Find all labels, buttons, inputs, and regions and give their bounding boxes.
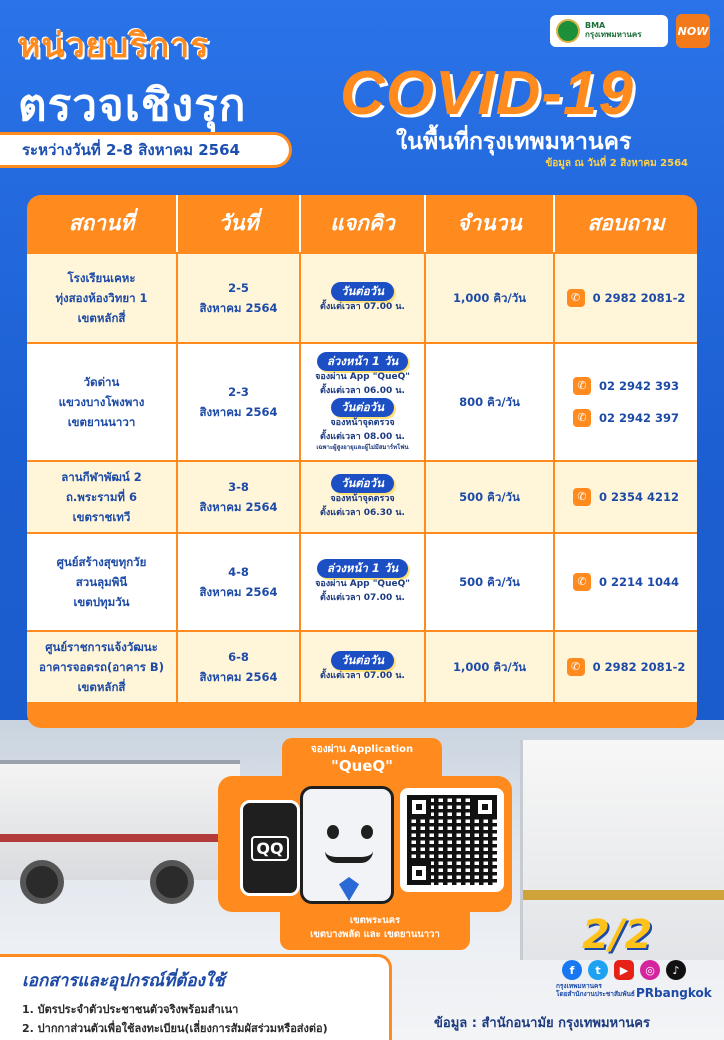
queue-desc: จองหน้าจุดตรวจ: [330, 418, 395, 429]
amount-value: 500 คิว/วัน: [459, 489, 520, 504]
table-row: [27, 342, 697, 460]
queue-desc: ตั้งแต่เวลา 07.00 น.: [320, 670, 405, 681]
bma-name: กรุงเทพมหานคร: [585, 30, 642, 39]
area-subtitle: ในพื้นที่กรุงเทพมหานคร: [396, 129, 632, 155]
documents-item: 2. ปากกาส่วนตัวเพื่อใช้ลงทะเบียน(เลี่ยงการสัมผัสร่วมหรือส่งต่อ): [22, 1022, 328, 1036]
header-date: วันที่: [178, 195, 301, 252]
queue-desc: จองหน้าจุดตรวจ: [330, 494, 395, 505]
date-line: 4-8: [228, 564, 249, 579]
bma-logo: [550, 15, 668, 47]
bma-abbr: BMA: [585, 21, 606, 31]
phone-number: 0 2982 2081-2: [592, 659, 686, 674]
queue-desc: ตั้งแต่เวลา 07.00 น.: [320, 301, 405, 312]
qr-code[interactable]: [400, 788, 504, 892]
cell-queue: [301, 534, 426, 630]
twitter-icon[interactable]: t: [588, 960, 608, 980]
cell-date: [178, 462, 301, 532]
cell-amount: [426, 632, 555, 702]
phone-icon: ✆: [573, 377, 591, 395]
place-line: เขตหลักสี่: [77, 680, 126, 695]
queue-desc: จองผ่าน App "QueQ": [315, 579, 410, 590]
page-number: 2/2: [582, 912, 653, 958]
queq-district-line-1: เขตพระนคร: [349, 915, 401, 926]
phone-contact[interactable]: [573, 376, 679, 396]
cell-place: [27, 632, 178, 702]
cell-date: [178, 632, 301, 702]
required-documents: [0, 954, 392, 1040]
queue-type-badge: วันต่อวัน: [331, 474, 394, 493]
place-line: สวนลุมพินี: [75, 574, 128, 589]
queq-heading-text: จองผ่าน Application: [310, 744, 414, 755]
queue-type-badge: วันต่อวัน: [331, 282, 394, 301]
cell-contact: [555, 534, 697, 630]
tiktok-icon[interactable]: ♪: [666, 960, 686, 980]
amount-value: 1,000 คิว/วัน: [452, 290, 527, 305]
cell-contact: [555, 254, 697, 342]
phone-icon: ✆: [573, 573, 591, 591]
as-of-date: ข้อมูล ณ วันที่ 2 สิงหาคม 2564: [545, 158, 688, 169]
place-line: ลานกีฬาพัฒน์ 2: [61, 469, 142, 484]
phone-icon: ✆: [567, 658, 585, 676]
date-line: 2-5: [228, 280, 249, 295]
queq-heading: [282, 738, 442, 778]
cell-place: [27, 462, 178, 532]
mascot-phone-icon: [240, 800, 300, 896]
schedule-table: [27, 195, 697, 728]
cell-queue: [301, 344, 426, 460]
cell-queue: [301, 632, 426, 702]
date-range-badge: ระหว่างวันที่ 2-8 สิงหาคม 2564: [0, 132, 292, 168]
queue-type-badge: ล่วงหน้า 1 วัน: [317, 559, 408, 578]
queue-desc: ตั้งแต่เวลา 07.00 น.: [320, 592, 405, 603]
social-org-sub: โดยสำนักงานประชาสัมพันธ์: [556, 989, 635, 998]
phone-icon: ✆: [573, 409, 591, 427]
place-line: ถ.พระรามที่ 6: [65, 489, 138, 504]
cell-amount: [426, 462, 555, 532]
queue-note: เฉพาะผู้สูงอายุและผู้ไม่มีสมาร์ทโฟน: [316, 444, 409, 452]
cell-date: [178, 344, 301, 460]
place-line: ทุ่งสองห้องวิทยา 1: [55, 290, 148, 305]
place-line: ศูนย์ราชการแจ้งวัฒนะ: [45, 639, 158, 654]
phone-number: 0 2354 4212: [598, 489, 680, 504]
cell-queue: [301, 462, 426, 532]
cell-queue: [301, 254, 426, 342]
truck-image-left: [0, 760, 240, 880]
cell-contact: [555, 632, 697, 702]
title-line-1: หน่วยบริการ: [18, 26, 210, 66]
phone-contact[interactable]: [573, 408, 679, 428]
social-org-name: กรุงเทพมหานคร: [556, 982, 602, 990]
phone-number: 02 2942 397: [598, 411, 680, 425]
place-line: เขตหลักสี่: [77, 311, 126, 326]
place-line: วัดด่าน: [83, 374, 120, 389]
cell-amount: [426, 534, 555, 630]
date-line: 6-8: [228, 649, 249, 664]
cell-place: [27, 254, 178, 342]
bma-seal-icon: [556, 19, 580, 43]
table-body: [27, 252, 697, 702]
queue-desc: ตั้งแต่เวลา 06.30 น.: [320, 507, 405, 518]
phone-contact[interactable]: [573, 487, 679, 507]
queue-type-badge: วันต่อวัน: [331, 398, 394, 417]
table-header: [27, 195, 697, 252]
queq-districts: [280, 910, 470, 950]
table-row: [27, 460, 697, 532]
facebook-icon[interactable]: f: [562, 960, 582, 980]
date-line: สิงหาคม 2564: [199, 500, 278, 514]
place-line: เขตปทุมวัน: [73, 595, 130, 610]
place-line: แขวงบางโพงพาง: [58, 394, 145, 409]
amount-value: 1,000 คิว/วัน: [452, 659, 527, 674]
table-row: [27, 252, 697, 342]
date-line: สิงหาคม 2564: [199, 585, 278, 599]
social-org: [556, 983, 638, 999]
documents-item: 1. บัตรประจำตัวประชาชนตัวจริงพร้อมสำเนา: [22, 1003, 239, 1016]
phone-contact[interactable]: [567, 657, 686, 677]
table-row: [27, 532, 697, 630]
date-line: สิงหาคม 2564: [199, 301, 278, 315]
youtube-icon[interactable]: ▶: [614, 960, 634, 980]
phone-icon: ✆: [573, 488, 591, 506]
cell-date: [178, 534, 301, 630]
cell-place: [27, 344, 178, 460]
cell-contact: [555, 462, 697, 532]
queue-desc: จองผ่าน App "QueQ": [315, 372, 410, 383]
now-logo: NOW: [676, 14, 710, 48]
header-contact: สอบถาม: [587, 211, 665, 235]
pr-handle: PRbangkok: [636, 986, 712, 1000]
social-icons: [562, 960, 686, 980]
cell-date: [178, 254, 301, 342]
cell-amount: [426, 254, 555, 342]
qr-code-icon: [407, 795, 497, 885]
place-line: เขตยานนาวา: [67, 415, 136, 430]
logo-group: [550, 14, 710, 48]
date-line: สิงหาคม 2564: [199, 405, 278, 419]
place-line: โรงเรียนเคหะ: [67, 270, 136, 285]
queue-type-badge: ล่วงหน้า 1 วัน: [317, 352, 408, 371]
queq-app-name: "QueQ": [331, 757, 393, 775]
cell-amount: [426, 344, 555, 460]
queq-district-line-2: เขตบางพลัด และ เขตยานนาวา: [310, 929, 440, 941]
header-queue: แจกคิว: [301, 195, 426, 252]
date-line: 3-8: [228, 479, 249, 494]
place-line: เขตราชเทวี: [72, 510, 131, 525]
source-credit: ข้อมูล : สำนักอนามัย กรุงเทพมหานคร: [434, 1016, 650, 1031]
covid-title: COVID-19: [340, 59, 634, 128]
date-line: 2-3: [228, 384, 249, 399]
amount-value: 500 คิว/วัน: [459, 574, 520, 589]
header-place: สถานที่: [27, 195, 178, 252]
phone-contact[interactable]: [567, 288, 686, 308]
title-line-2: ตรวจเชิงรุก: [18, 80, 247, 131]
phone-label: QQ: [251, 836, 288, 861]
phone-contact[interactable]: [573, 572, 679, 592]
header-amount: จำนวน: [426, 195, 555, 252]
phone-number: 0 2214 1044: [598, 574, 680, 589]
documents-title: เอกสารและอุปกรณ์ที่ต้องใช้: [22, 971, 225, 991]
date-line: สิงหาคม 2564: [199, 670, 278, 684]
table-row: [27, 630, 697, 702]
phone-number: 0 2982 2081-2: [592, 290, 686, 305]
queue-desc: ตั้งแต่เวลา 08.00 น.: [320, 431, 405, 442]
place-line: อาคารจอดรถ(อาคาร B): [39, 659, 164, 674]
instagram-icon[interactable]: ◎: [640, 960, 660, 980]
place-line: ศูนย์สร้างสุขทุกวัย: [56, 554, 147, 569]
cell-contact: [555, 344, 697, 460]
amount-value: 800 คิว/วัน: [459, 394, 520, 409]
mascot-icon: [300, 786, 394, 904]
queue-type-badge: วันต่อวัน: [331, 651, 394, 670]
queue-desc: ตั้งแต่เวลา 06.00 น.: [320, 385, 405, 396]
phone-icon: ✆: [567, 289, 585, 307]
phone-number: 02 2942 393: [598, 378, 680, 393]
cell-place: [27, 534, 178, 630]
